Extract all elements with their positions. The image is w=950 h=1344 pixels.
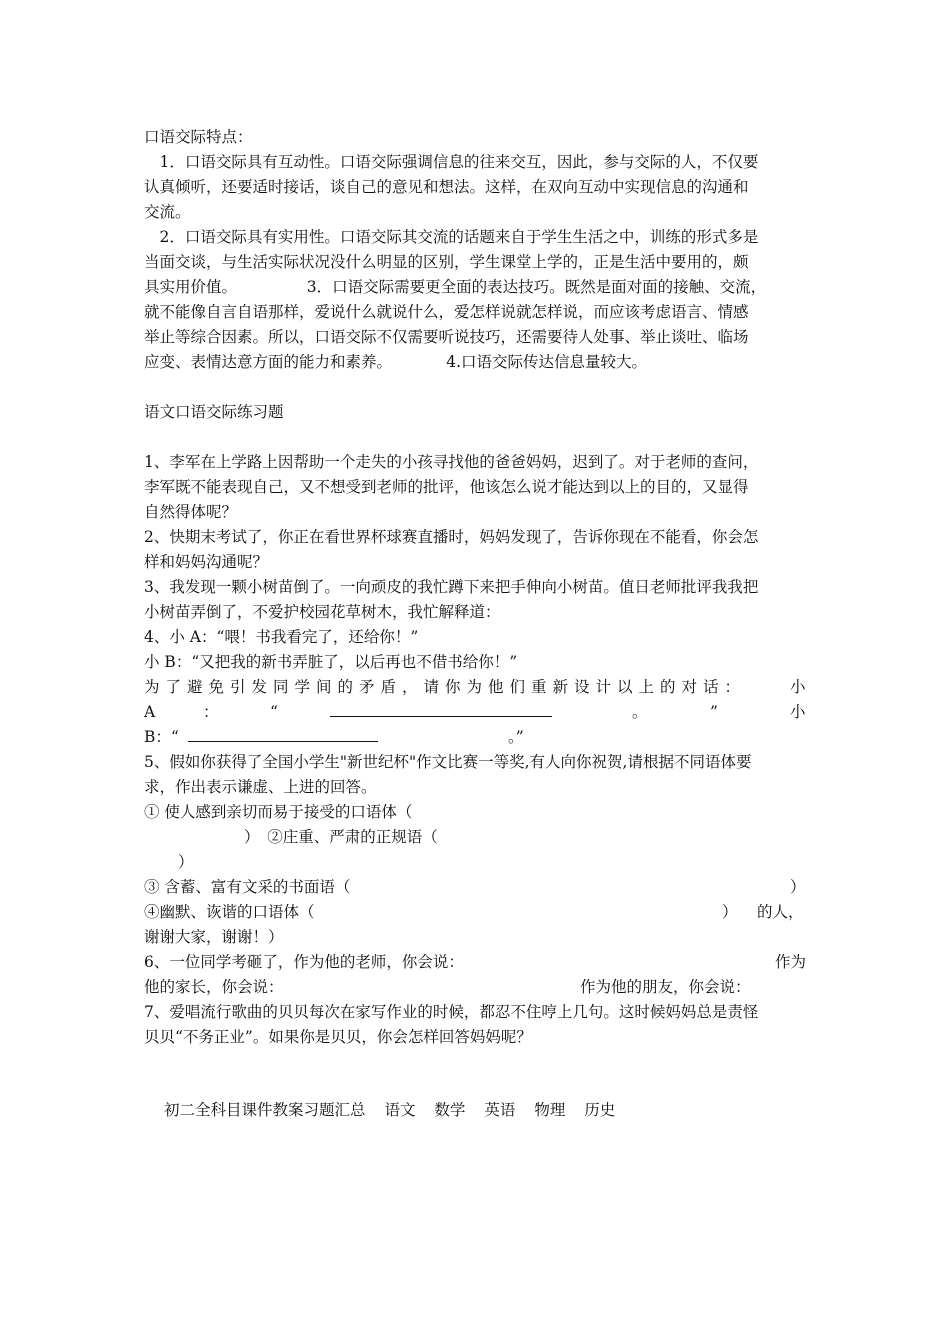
paragraph-line: 1．口语交际具有互动性。口语交际强调信息的往来交互，因此，参与交际的人，不仅要	[144, 153, 759, 171]
question-line: 他的家长，你会说：	[144, 978, 284, 996]
q4-period: 。	[632, 703, 648, 721]
question-line: ）	[790, 878, 806, 896]
question-line: 样和妈妈沟通呢？	[144, 553, 269, 571]
q4-b-prefix: 小	[790, 703, 806, 721]
q4-open-quote: “	[270, 703, 278, 721]
paragraph-line: 2．口语交际具有实用性。口语交际其交流的话题来自于学生生活之中，训练的形式多是	[144, 228, 759, 246]
paragraph-line: 举止等综合因素。所以，口语交际不仅需要听说技巧，还需要待人处事、举止谈吐、临场	[144, 328, 749, 346]
q4-colon: ：	[203, 703, 219, 721]
question-line: 小树苗弄倒了，不爱护校园花草树木，我忙解释道：	[144, 603, 501, 621]
paragraph-line: 应变、表情达意方面的能力和素养。 4.口语交际传达信息量较大。	[144, 353, 648, 371]
question-line: 6、一位同学考砸了，作为他的老师，你会说：	[144, 953, 464, 971]
question-line: 2、快期末考试了，你正在看世界杯球赛直播时，妈妈发现了，告诉你现在不能看，你会怎	[144, 528, 759, 546]
paragraph-line: 就不能像自言自语那样，爱说什么就说什么，爱怎样说就怎样说，而应该考虑语言、情感	[144, 303, 749, 321]
question-line: 3、我发现一颗小树苗倒了。一向顽皮的我忙蹲下来把手伸向小树苗。值日老师批评我我把	[144, 578, 759, 596]
paragraph-line: 交流。	[144, 203, 191, 221]
question-line: 5、假如你获得了全国小学生"新世纪杯"作文比赛一等奖,有人向你祝贺,请根据不同语体要	[144, 753, 752, 771]
question-line: ）	[178, 853, 194, 871]
footer-link-math[interactable]: 数学	[434, 1101, 466, 1119]
answer-blank[interactable]	[330, 702, 552, 717]
footer-link-summary[interactable]: 初二全科目课件教案习题汇总	[164, 1101, 366, 1119]
question-line: 小 B：“又把我的新书弄脏了，以后再也不借书给你！”	[144, 653, 518, 671]
question-line: 求，作出表示谦虚、上进的回答。	[144, 778, 377, 796]
section-heading: 口语交际特点：	[144, 128, 253, 146]
footer-link-english[interactable]: 英语	[484, 1101, 516, 1119]
footer-nav	[164, 1100, 629, 1120]
paragraph-line: 具实用价值。 3．口语交际需要更全面的表达技巧。既然是面对面的接触、交流，	[144, 278, 767, 296]
q4-a-label: A	[144, 703, 156, 721]
exercise-title: 语文口语交际练习题	[144, 403, 284, 421]
question-line: 7、爱唱流行歌曲的贝贝每次在家写作业的时候，都忍不住哼上几句。这时候妈妈总是责怪	[144, 1003, 759, 1021]
question-line: 4、小 A：“喂！书我看完了，还给你！”	[144, 628, 419, 646]
question-line: 作为	[775, 953, 807, 971]
question-line: ） ②庄重、严肃的正规语（	[244, 828, 438, 846]
question-line: 作为他的朋友，你会说：	[580, 978, 751, 996]
question-line: 1、李军在上学路上因帮助一个走失的小孩寻找他的爸爸妈妈，迟到了。对于老师的查问，	[144, 453, 759, 471]
question-line: ④幽默、诙谐的口语体（	[144, 903, 315, 921]
answer-blank[interactable]	[188, 727, 378, 742]
footer-link-history[interactable]: 历史	[584, 1101, 616, 1119]
question-line: ① 使人感到亲切而易于接受的口语体（	[144, 803, 413, 821]
q4-a-prefix: 小	[790, 678, 806, 696]
footer-link-physics[interactable]: 物理	[534, 1101, 566, 1119]
question-line: 贝贝“不务正业”。如果你是贝贝，你会怎样回答妈妈呢？	[144, 1028, 532, 1046]
question-line: ）	[722, 903, 738, 921]
q4-close-quote: ”	[710, 703, 718, 721]
question-line: ③ 含蓄、富有文采的书面语（	[144, 878, 351, 896]
question-line: 自然得体呢？	[144, 503, 238, 521]
q4-b-end: 。”	[508, 728, 524, 746]
question-line: 为了避免引发同学间的矛盾，请你为他们重新设计以上的对话：	[144, 678, 747, 696]
question-line: 谢谢大家，谢谢！）	[144, 928, 284, 946]
q4-b-label: B：“	[144, 728, 179, 746]
paragraph-line: 认真倾听，还要适时接话，谈自己的意见和想法。这样，在双向互动中实现信息的沟通和	[144, 178, 749, 196]
paragraph-line: 当面交谈，与生活实际状况没什么明显的区别，学生课堂上学的，正是生活中要用的，颇	[144, 253, 749, 271]
question-line: 的人，	[757, 903, 804, 921]
footer-link-chinese[interactable]: 语文	[384, 1101, 416, 1119]
question-line: 李军既不能表现自己，又不想受到老师的批评，他该怎么说才能达到以上的目的，又显得	[144, 478, 749, 496]
